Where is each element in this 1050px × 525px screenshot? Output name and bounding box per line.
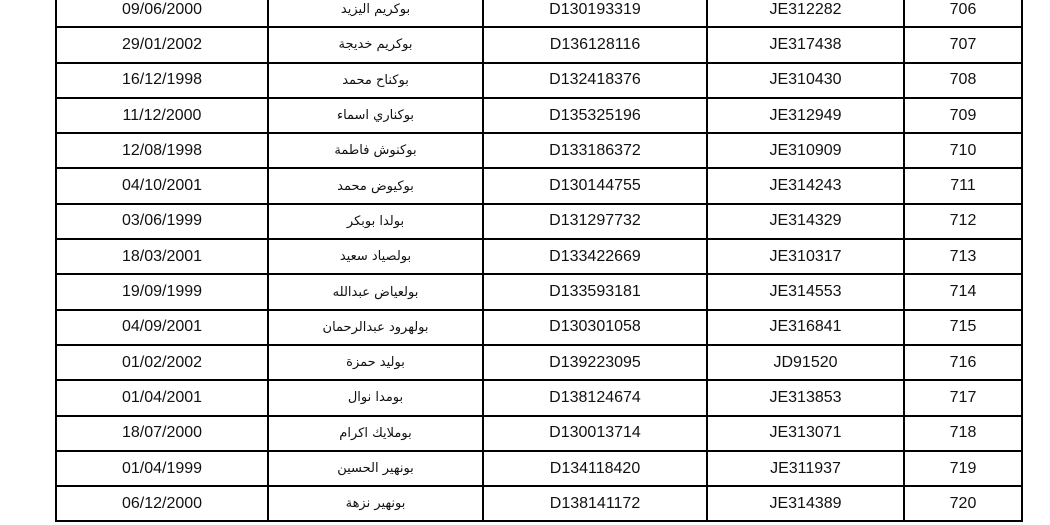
birth-date-cell: 01/04/2001: [56, 380, 268, 415]
birth-date-cell: 04/09/2001: [56, 310, 268, 345]
table-row: [56, 168, 1022, 203]
table-row: [56, 274, 1022, 309]
birth-date-cell: 06/12/2000: [56, 486, 268, 521]
name-cell: بولدا بوبكر: [268, 204, 483, 239]
row-number-cell: 710: [904, 133, 1022, 168]
table-row: [56, 345, 1022, 380]
row-number-cell: 714: [904, 274, 1022, 309]
code2-cell: JE314243: [707, 168, 904, 203]
row-number-cell: 712: [904, 204, 1022, 239]
row-number-cell: 718: [904, 416, 1022, 451]
birth-date-cell: 01/02/2002: [56, 345, 268, 380]
table-row: [56, 416, 1022, 451]
code1-cell: D133422669: [483, 239, 707, 274]
name-cell: بوليد حمزة: [268, 345, 483, 380]
name-cell: بونهير الحسين: [268, 451, 483, 486]
row-number-cell: 720: [904, 486, 1022, 521]
birth-date-cell: 03/06/1999: [56, 204, 268, 239]
row-number-cell: 715: [904, 310, 1022, 345]
table-row: [56, 98, 1022, 133]
code1-cell: D130193319: [483, 0, 707, 27]
code1-cell: D132418376: [483, 63, 707, 98]
name-cell: بونهير نزهة: [268, 486, 483, 521]
birth-date-cell: 04/10/2001: [56, 168, 268, 203]
code2-cell: JE314553: [707, 274, 904, 309]
code2-cell: JE313071: [707, 416, 904, 451]
code2-cell: JE310317: [707, 239, 904, 274]
birth-date-cell: 18/07/2000: [56, 416, 268, 451]
row-number-cell: 713: [904, 239, 1022, 274]
code1-cell: D133593181: [483, 274, 707, 309]
name-cell: بوملايك اكرام: [268, 416, 483, 451]
code1-cell: D134118420: [483, 451, 707, 486]
name-cell: بوكريم اليزيد: [268, 0, 483, 27]
code1-cell: D133186372: [483, 133, 707, 168]
table-row: [56, 486, 1022, 521]
name-cell: بولهرود عبدالرحمان: [268, 310, 483, 345]
code2-cell: JD91520: [707, 345, 904, 380]
table-row: [56, 133, 1022, 168]
name-cell: بومدا نوال: [268, 380, 483, 415]
code1-cell: D130144755: [483, 168, 707, 203]
name-cell: بولصياد سعيد: [268, 239, 483, 274]
name-cell: بوكريم خديجة: [268, 27, 483, 62]
code1-cell: D135325196: [483, 98, 707, 133]
name-cell: بوكناح محمد: [268, 63, 483, 98]
records-table: [55, 0, 1023, 522]
row-number-cell: 711: [904, 168, 1022, 203]
birth-date-cell: 16/12/1998: [56, 63, 268, 98]
birth-date-cell: 19/09/1999: [56, 274, 268, 309]
code2-cell: JE311937: [707, 451, 904, 486]
birth-date-cell: 29/01/2002: [56, 27, 268, 62]
code2-cell: JE317438: [707, 27, 904, 62]
code1-cell: D138124674: [483, 380, 707, 415]
code2-cell: JE314389: [707, 486, 904, 521]
table-row: [56, 380, 1022, 415]
birth-date-cell: 12/08/1998: [56, 133, 268, 168]
code1-cell: D136128116: [483, 27, 707, 62]
code2-cell: JE312949: [707, 98, 904, 133]
name-cell: بوكيوض محمد: [268, 168, 483, 203]
name-cell: بوكناري اسماء: [268, 98, 483, 133]
records-table-body: [56, 0, 1022, 521]
row-number-cell: 708: [904, 63, 1022, 98]
table-row: [56, 63, 1022, 98]
row-number-cell: 719: [904, 451, 1022, 486]
code2-cell: JE310909: [707, 133, 904, 168]
table-row: [56, 310, 1022, 345]
code2-cell: JE313853: [707, 380, 904, 415]
birth-date-cell: 11/12/2000: [56, 98, 268, 133]
code1-cell: D130013714: [483, 416, 707, 451]
name-cell: بوكنوش فاطمة: [268, 133, 483, 168]
row-number-cell: 717: [904, 380, 1022, 415]
code2-cell: JE312282: [707, 0, 904, 27]
birth-date-cell: 18/03/2001: [56, 239, 268, 274]
code1-cell: D138141172: [483, 486, 707, 521]
row-number-cell: 709: [904, 98, 1022, 133]
table-row: [56, 451, 1022, 486]
birth-date-cell: 09/06/2000: [56, 0, 268, 27]
table-row: [56, 27, 1022, 62]
birth-date-cell: 01/04/1999: [56, 451, 268, 486]
row-number-cell: 706: [904, 0, 1022, 27]
code1-cell: D130301058: [483, 310, 707, 345]
name-cell: بولعياض عبدالله: [268, 274, 483, 309]
row-number-cell: 707: [904, 27, 1022, 62]
code1-cell: D139223095: [483, 345, 707, 380]
code1-cell: D131297732: [483, 204, 707, 239]
row-number-cell: 716: [904, 345, 1022, 380]
table-row: [56, 0, 1022, 27]
table-row: [56, 204, 1022, 239]
code2-cell: JE316841: [707, 310, 904, 345]
code2-cell: JE310430: [707, 63, 904, 98]
table-row: [56, 239, 1022, 274]
code2-cell: JE314329: [707, 204, 904, 239]
